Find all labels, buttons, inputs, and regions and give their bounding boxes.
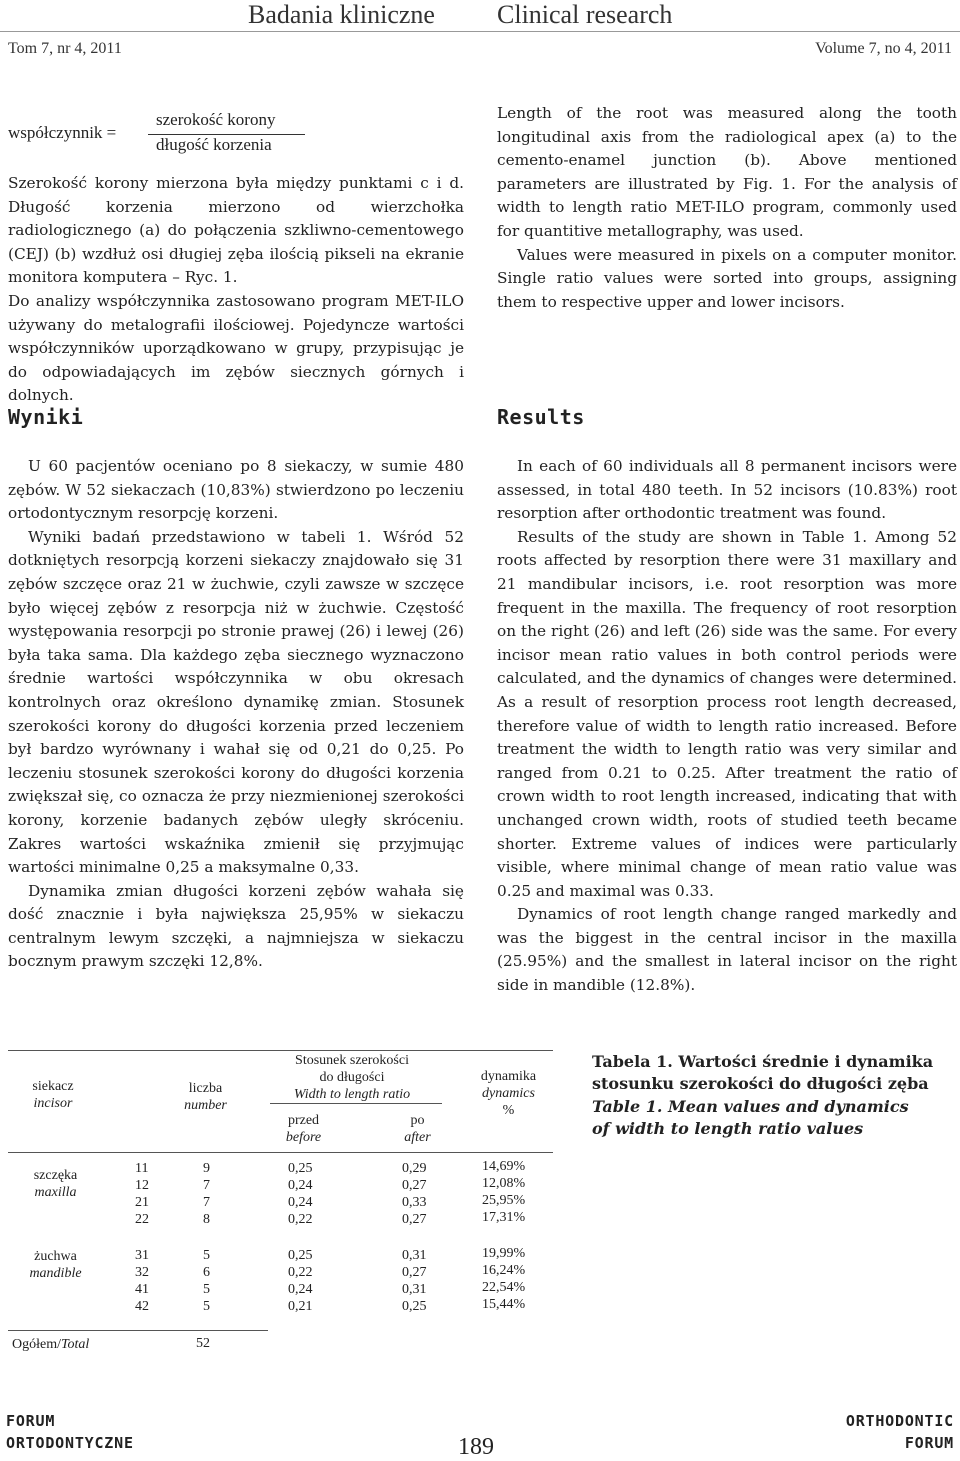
results-heading-en: Results	[497, 405, 585, 429]
left-results	[8, 455, 464, 974]
dynamics-column-maxilla	[482, 1158, 552, 1226]
table-cell: 0,29	[402, 1161, 427, 1176]
table-header-rule	[8, 1152, 553, 1153]
formula-denominator: długość korzenia	[156, 135, 272, 154]
table-cell: 42	[135, 1299, 149, 1314]
right-results	[497, 455, 957, 998]
table-top-rule	[8, 1050, 553, 1051]
paragraph: Length of the root was measured along the tooth longitudinal axis from the radiological apex (a) to the cemento-enamel junction (b). Above mentioned parameters are illustrated by Fig. 1. For the analysis of width to length ratio MET-ILO program, commonly used for quantitive metallography, was used.	[497, 104, 957, 240]
table-cell: 0,22	[288, 1212, 313, 1227]
col-header-number: liczba number	[184, 1081, 227, 1113]
ratio-subheader-rule	[270, 1103, 442, 1104]
tooth-column-mandible	[135, 1247, 175, 1315]
paragraph: Results of the study are shown in Table 1. Among 52 roots affected by resorption there were 31 maxillary and 21 mandibular incisors, i.e. root resorption was more frequent in the maxilla. The frequency of root resorption on the right (26) and left (26) side was the same. For every incisor mean ratio values in both control periods were calculated, and the dynamics of changes were determined. As a result of resorption process root length decreased, therefore value of width to length ratio increased. Before treatment the width to length ratio was very similar and ranged from 0.21 to 0.25. After treatment the ratio of crown width to root length increased, indicating that with unchanged crown width, roots of studied teeth became shorter. Extreme values of indices were particularly visible, where minimal change of mean ratio value was 0.25 and maximal was 0.33.	[497, 527, 957, 900]
table-caption-pl: Tabela 1. Wartości średnie i dynamika stosunku szerokości do długości zęba	[592, 1052, 934, 1093]
paragraph: Dynamika zmian długości korzeni zębów wahała się dość znacznie i była największa 25,95% w siekaczu centralnym lewym szczęki, a najmniejsza w siekaczu bocznym prawym szczęki 12,8%.	[8, 881, 464, 971]
table-cell: 0,25	[288, 1161, 313, 1176]
table-cell: 7	[203, 1178, 210, 1193]
formula-label: współczynnik =	[8, 123, 117, 142]
formula-numerator: szerokość korony	[156, 110, 276, 129]
table-cell: 7	[203, 1195, 210, 1210]
table-cell: 25,95%	[482, 1193, 526, 1208]
table-cell: 5	[203, 1282, 210, 1297]
paragraph: Wyniki badań przedstawiono w tabeli 1. Wśród 52 dotkniętych resorpcją korzeni siekaczy znajdowało się 31 zębów szczęce oraz 21 w żuchwie, czyli zawsze w szczęce było więcej zębów z resorpcja niż w żuchwie. Częstość występowania resorpcji po stronie prawej (26) i lewej (26) była taka sama. Dla każdego zęba siecznego wyznaczono średnie wartości współczynnika w obu okresach kontrolnych oraz określono dynamikę zmian. Stosunek szerokości korony do długości korzenia przed leczeniem był bardzo wyrównany i wahał się od 0,21 do 0,25. Po leczeniu stosunek szerokości korony do długości korzenia zwiększał się, co oznacza że przy niezmienionej szerokości korony, korzenie badanych zębów uległy skróceniu. Zakres wartości wskaźnika zmienił się przyjmując wartości minimalne 0,25 a maksymalne 0,33.	[8, 527, 464, 877]
table-cell: 32	[135, 1265, 149, 1280]
table-cell: 0,24	[288, 1178, 313, 1193]
table-cell: 15,44%	[482, 1297, 526, 1312]
page-number: 189	[458, 1434, 494, 1460]
header-title-pl: Badania kliniczne	[248, 0, 435, 29]
after-column-maxilla	[402, 1160, 452, 1228]
header-title-en: Clinical research	[497, 0, 673, 29]
volume-pl: Tom 7, nr 4, 2011	[8, 40, 122, 57]
col-header-before: przed before	[285, 1113, 322, 1145]
group-label-mandible: żuchwa mandible	[29, 1249, 82, 1281]
col-header-incisor: siekacz incisor	[32, 1079, 74, 1111]
paragraph: Do analizy współczynnika zastosowano program MET-ILO używany do metalografii ilościowej. Pojedyncze wartości współczynników uporządkowano w grupy, przypisując je do odpowiadających im zębów siecznych górnych i dolnych.	[8, 291, 464, 405]
table-cell: 22,54%	[482, 1280, 526, 1295]
volume-en: Volume 7, no 4, 2011	[815, 40, 952, 57]
table-cell: 5	[203, 1299, 210, 1314]
col-header-dynamics: dynamika dynamics %	[480, 1069, 537, 1118]
tooth-column-maxilla	[135, 1160, 175, 1228]
table-cell: 6	[203, 1265, 210, 1280]
table-cell: 0,27	[402, 1265, 427, 1280]
table-cell: 14,69%	[482, 1159, 526, 1174]
table-cell: 0,33	[402, 1195, 427, 1210]
table-cell: 11	[135, 1161, 149, 1176]
table-cell: 17,31%	[482, 1210, 526, 1225]
table-cell: 0,24	[288, 1195, 313, 1210]
table-cell: 0,25	[288, 1248, 313, 1263]
table-cell: 9	[203, 1161, 210, 1176]
table-cell: 12	[135, 1178, 149, 1193]
table-cell: 0,22	[288, 1265, 313, 1280]
paragraph: In each of 60 individuals all 8 permanent incisors were assessed, in total 480 teeth. In 52 incisors (10.83%) root resorption after orthodontic treatment was found.	[497, 457, 957, 523]
col-header-ratio: Stosunek szerokości do długości Width to length ratio	[293, 1053, 411, 1102]
table-cell: 0,31	[402, 1248, 427, 1263]
table-cell: 0,27	[402, 1212, 427, 1227]
total-value: 52	[196, 1336, 210, 1351]
table-cell: 5	[203, 1248, 210, 1263]
total-label: Ogółem/Total	[12, 1337, 90, 1352]
paragraph: Szerokość korony mierzona była między punktami c i d. Długość korzenia mierzono od wierzchołka radiologicznego (a) do połączenia szkliwno-cementowego (CEJ) (b) wzdłuż osi długiej zęba ilością pikseli na ekranie monitora komputera – Ryc. 1.	[8, 174, 464, 287]
table-bottom-rule	[8, 1330, 268, 1331]
table-cell: 8	[203, 1212, 210, 1227]
table-cell: 0,21	[288, 1299, 313, 1314]
number-column-mandible	[203, 1247, 233, 1315]
results-table	[0, 1040, 560, 1360]
table-cell: 16,24%	[482, 1263, 526, 1278]
results-heading-pl: Wyniki	[8, 405, 84, 429]
table-cell: 0,25	[402, 1299, 427, 1314]
group-label-maxilla: szczęka maxilla	[33, 1168, 78, 1200]
table-cell: 41	[135, 1282, 149, 1297]
before-column-mandible	[288, 1247, 338, 1315]
table-cell: 31	[135, 1248, 149, 1263]
table-cell: 19,99%	[482, 1246, 526, 1261]
table-cell: 0,27	[402, 1178, 427, 1193]
header-divider	[0, 31, 960, 32]
table-cell: 21	[135, 1195, 149, 1210]
dynamics-column-mandible	[482, 1245, 552, 1313]
paragraph: U 60 pacjentów oceniano po 8 siekaczy, w sumie 480 zębów. W 52 siekaczach (10,83%) stwierdzono po leczeniu ortodontycznym resorpcję korzeni.	[8, 457, 464, 523]
before-column-maxilla	[288, 1160, 338, 1228]
ratio-formula	[8, 110, 308, 160]
after-column-mandible	[402, 1247, 452, 1315]
footer-right: ORTHODONTIC FORUM	[845, 1412, 954, 1452]
table-cell: 0,31	[402, 1282, 427, 1297]
right-methods	[497, 102, 957, 314]
left-methods	[8, 172, 464, 408]
col-header-after: po after	[404, 1113, 431, 1145]
table-cell: 0,24	[288, 1282, 313, 1297]
table-cell: 22	[135, 1212, 149, 1227]
table-caption-en: Table 1. Mean values and dynamics of width to length ratio values	[592, 1097, 909, 1138]
paragraph: Values were measured in pixels on a computer monitor. Single ratio values were sorted into groups, assigning them to respective upper and lower incisors.	[497, 245, 957, 311]
paragraph: Dynamics of root length change ranged markedly and was the biggest in the central incisor in the maxilla (25.95%) and the smallest in lateral incisor on the right side in mandible (12.8%).	[497, 905, 957, 995]
footer-left: FORUM ORTODONTYCZNE	[6, 1412, 134, 1452]
table-cell: 12,08%	[482, 1176, 526, 1191]
number-column-maxilla	[203, 1160, 233, 1228]
